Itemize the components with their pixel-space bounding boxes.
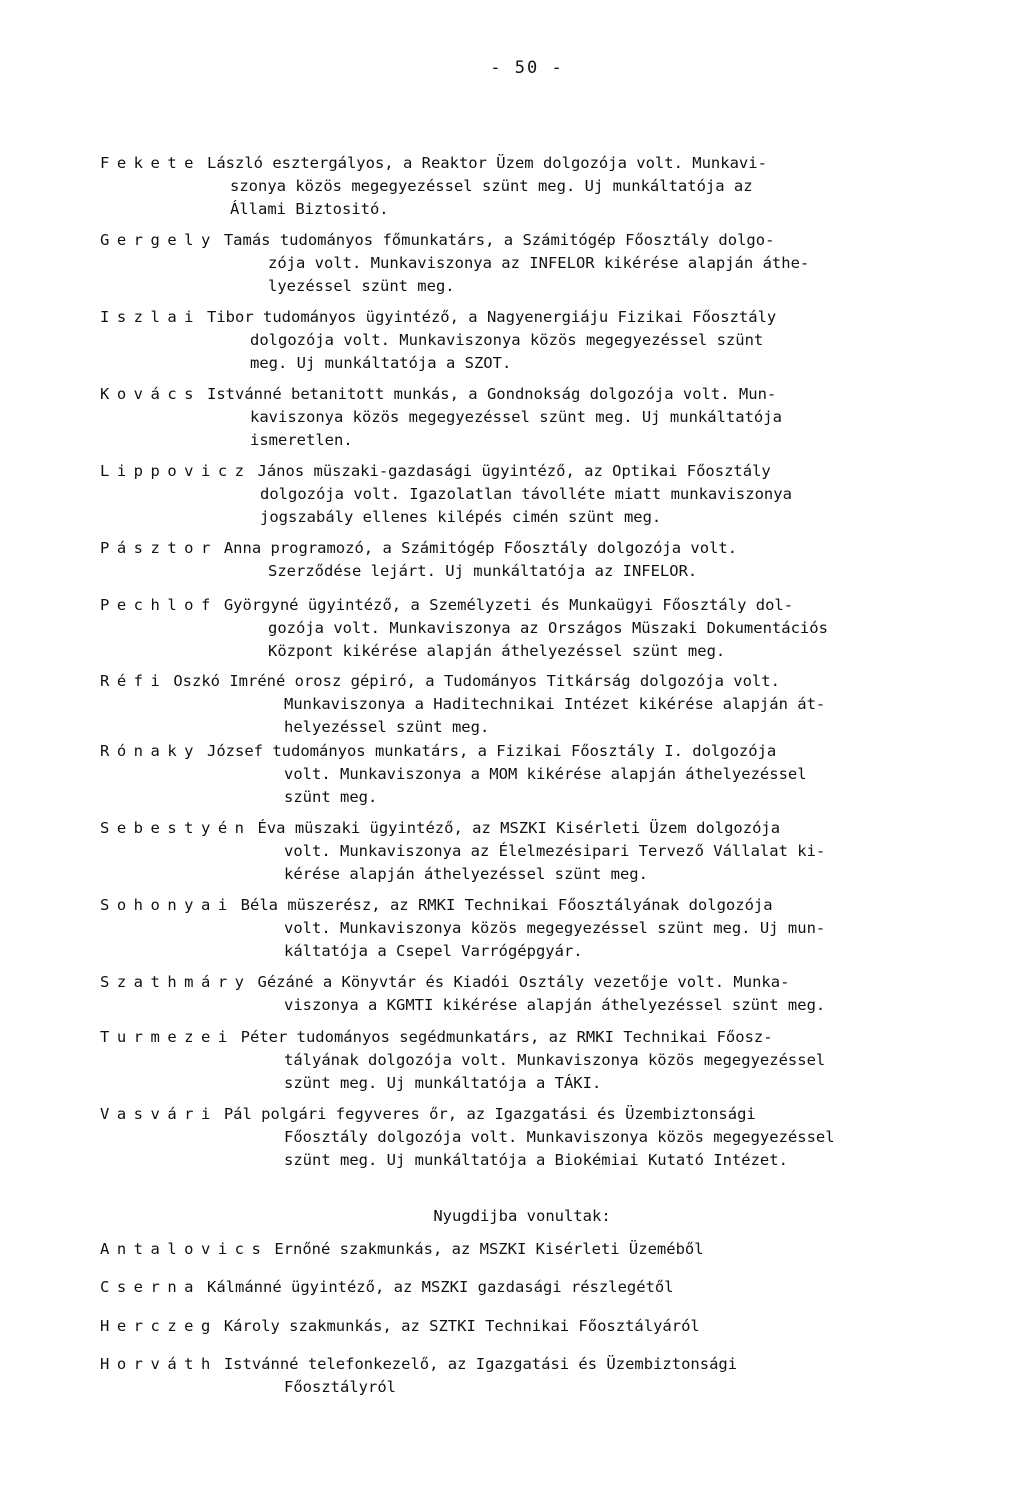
retired-entry-line	[100, 1238, 980, 1261]
staff-entry-line	[100, 971, 980, 994]
staff-entry-line	[100, 275, 980, 298]
staff-entry-line	[100, 740, 980, 763]
staff-entry-line	[100, 429, 980, 452]
retired-entry-text: Kálmánné ügyintéző, az MSZKI gazdasági részlegétől	[207, 1278, 674, 1296]
staff-entry-line	[100, 917, 980, 940]
staff-entry	[100, 594, 980, 663]
page-number: - 50 -	[490, 58, 564, 78]
staff-surname: Turmezei	[100, 1028, 235, 1046]
retired-entry	[100, 1238, 980, 1261]
staff-entry-text: Péter tudományos segédmunkatárs, az RMKI Technikai Főosz-	[240, 1028, 773, 1046]
staff-entry-line	[100, 175, 980, 198]
staff-entry-text: volt. Munkaviszonya az Élelmezésipari Tervező Vállalat ki-	[284, 842, 826, 860]
staff-entry-line	[100, 786, 980, 809]
retired-entry-line	[100, 1315, 980, 1338]
staff-entry-line	[100, 693, 980, 716]
staff-entry-text: János müszaki-gazdasági ügyintéző, az Optikai Főosztály	[257, 462, 771, 480]
retired-surname: Horváth	[100, 1355, 218, 1373]
staff-entry-text: Szerződése lejárt. Uj munkáltatója az INFELOR.	[268, 562, 698, 580]
staff-entry	[100, 306, 980, 375]
retired-heading-text: Nyugdijba vonultak:	[433, 1207, 611, 1225]
retired-surname: Herczeg	[100, 1317, 218, 1335]
retired-entry-line	[100, 1353, 980, 1376]
staff-entry-text: káltatója a Csepel Varrógépgyár.	[284, 942, 583, 960]
staff-entry	[100, 537, 980, 583]
staff-entry-text: lyezéssel szünt meg.	[268, 277, 455, 295]
staff-entry	[100, 1026, 980, 1095]
retired-surname: Antalovics	[100, 1240, 269, 1258]
staff-entry-text: helyezéssel szünt meg.	[284, 718, 490, 736]
staff-entry-text: zója volt. Munkaviszonya az INFELOR kikérése alapján áthe-	[268, 254, 810, 272]
staff-surname: Pechlof	[100, 596, 218, 614]
staff-entry-text: ismeretlen.	[250, 431, 353, 449]
staff-entry-line	[100, 406, 980, 429]
staff-entry-text: László esztergályos, a Reaktor Üzem dolgozója volt. Munkavi-	[207, 154, 767, 172]
staff-surname: Iszlai	[100, 308, 201, 326]
staff-entry-line	[100, 863, 980, 886]
retired-entry-text: Károly szakmunkás, az SZTKI Technikai Főosztályáról	[223, 1317, 700, 1335]
staff-entry-text: volt. Munkaviszonya a MOM kikérése alapján áthelyezéssel	[284, 765, 807, 783]
staff-entry-line	[100, 617, 980, 640]
staff-entry-line	[100, 506, 980, 529]
staff-entry-line	[100, 840, 980, 863]
staff-surname: Gergely	[100, 231, 218, 249]
retired-entry-text: Ernőné szakmunkás, az MSZKI Kisérleti Üzeméből	[274, 1240, 704, 1258]
staff-entry-line	[100, 152, 980, 175]
staff-entry-text: Főosztály dolgozója volt. Munkaviszonya közös megegyezéssel	[284, 1128, 835, 1146]
staff-surname: Lippovicz	[100, 462, 252, 480]
staff-entry-text: szonya közös megegyezéssel szünt meg. Uj munkáltatója az	[230, 177, 753, 195]
staff-entry-line	[100, 670, 980, 693]
staff-entry-text: Oszkó Imréné orosz gépiró, a Tudományos Titkárság dolgozója volt.	[173, 672, 780, 690]
staff-entry	[100, 894, 980, 963]
retired-entry-text: Főosztályról	[284, 1378, 396, 1396]
staff-entry-text: jogszabály ellenes kilépés cimén szünt meg.	[260, 508, 662, 526]
staff-entry-line	[100, 1072, 980, 1095]
staff-entry-line	[100, 940, 980, 963]
staff-entry-line	[100, 1126, 980, 1149]
staff-entry-line	[100, 252, 980, 275]
staff-surname: Vasvári	[100, 1105, 218, 1123]
staff-entry-text: Anna programozó, a Számitógép Főosztály dolgozója volt.	[223, 539, 738, 557]
staff-entry-text: Munkaviszonya a Haditechnikai Intézet kikérése alapján át-	[284, 695, 826, 713]
staff-surname: Szathmáry	[100, 973, 252, 991]
staff-entry-text: szünt meg.	[284, 788, 378, 806]
staff-entry-text: Pál polgári fegyveres őr, az Igazgatási és Üzembiztonsági	[223, 1105, 756, 1123]
staff-entry-line	[100, 1103, 980, 1126]
staff-entry-line	[100, 763, 980, 786]
staff-entry-text: kérése alapján áthelyezéssel szünt meg.	[284, 865, 648, 883]
staff-surname: Fekete	[100, 154, 201, 172]
staff-entry	[100, 670, 980, 739]
staff-entry-text: kaviszonya közös megegyezéssel szünt meg. Uj munkáltatója	[250, 408, 782, 426]
retired-surname: Cserna	[100, 1278, 201, 1296]
staff-entry-text: meg. Uj munkáltatója a SZOT.	[250, 354, 512, 372]
staff-entry-line	[100, 198, 980, 221]
staff-entry-text: dolgozója volt. Munkaviszonya közös megegyezéssel szünt	[250, 331, 764, 349]
staff-entry	[100, 817, 980, 886]
staff-entry-line	[100, 640, 980, 663]
staff-entry-text: Gézáné a Könyvtár és Kiadói Osztály vezetője volt. Munka-	[257, 973, 790, 991]
staff-entry-line	[100, 306, 980, 329]
staff-entry-line	[100, 1049, 980, 1072]
retired-entry-line	[100, 1376, 980, 1399]
staff-surname: Pásztor	[100, 539, 218, 557]
staff-entry-line	[100, 537, 980, 560]
staff-entry	[100, 740, 980, 809]
retired-heading	[0, 1205, 1024, 1228]
staff-entry-text: Tibor tudományos ügyintéző, a Nagyenergiáju Fizikai Főosztály	[207, 308, 777, 326]
staff-surname: Sebestyén	[100, 819, 252, 837]
staff-entry-text: Béla müszerész, az RMKI Technikai Főosztályának dolgozója	[240, 896, 773, 914]
staff-entry	[100, 971, 980, 1017]
staff-entry-text: volt. Munkaviszonya közös megegyezéssel szünt meg. Uj mun-	[284, 919, 826, 937]
staff-entry-text: tályának dolgozója volt. Munkaviszonya közös megegyezéssel	[284, 1051, 826, 1069]
staff-surname: Sohonyai	[100, 896, 235, 914]
staff-entry-text: Állami Biztositó.	[230, 200, 389, 218]
staff-entry-text: dolgozója volt. Igazolatlan távolléte miatt munkaviszonya	[260, 485, 792, 503]
staff-entry-line	[100, 329, 980, 352]
staff-entry-line	[100, 594, 980, 617]
staff-entry-line	[100, 817, 980, 840]
staff-entry-text: Tamás tudományos főmunkatárs, a Számitógép Főosztály dolgo-	[223, 231, 775, 249]
staff-entry	[100, 383, 980, 452]
staff-entry-text: Györgyné ügyintéző, a Személyzeti és Munkaügyi Főosztály dol-	[223, 596, 794, 614]
staff-entry-line	[100, 352, 980, 375]
staff-entry-text: szünt meg. Uj munkáltatója a Biokémiai Kutató Intézet.	[284, 1151, 788, 1169]
staff-surname: Réfi	[100, 672, 168, 690]
staff-entry-text: viszonya a KGMTI kikérése alapján áthelyezéssel szünt meg.	[284, 996, 826, 1014]
staff-entry-line	[100, 460, 980, 483]
staff-entry-text: gozója volt. Munkaviszonya az Országos Müszaki Dokumentációs	[268, 619, 828, 637]
staff-surname: Kovács	[100, 385, 201, 403]
staff-surname: Rónaky	[100, 742, 201, 760]
staff-entry	[100, 229, 980, 298]
retired-entry	[100, 1353, 980, 1399]
staff-entry-text: Éva müszaki ügyintéző, az MSZKI Kisérleti Üzem dolgozója	[257, 819, 781, 837]
staff-entry-text: József tudományos munkatárs, a Fizikai Főosztály I. dolgozója	[207, 742, 777, 760]
staff-entry-text: Istvánné betanitott munkás, a Gondnokság dolgozója volt. Mun-	[207, 385, 777, 403]
retired-entry	[100, 1276, 980, 1299]
staff-entry-line	[100, 994, 980, 1017]
staff-entry-line	[100, 229, 980, 252]
staff-entry-line	[100, 560, 980, 583]
retired-entry	[100, 1315, 980, 1338]
staff-entry	[100, 152, 980, 221]
retired-entry-text: Istvánné telefonkezelő, az Igazgatási és Üzembiztonsági	[223, 1355, 738, 1373]
staff-entry-text: szünt meg. Uj munkáltatója a TÁKI.	[284, 1074, 602, 1092]
staff-entry-line	[100, 894, 980, 917]
staff-entry-text: Központ kikérése alapján áthelyezéssel szünt meg.	[268, 642, 726, 660]
staff-entry-line	[100, 1026, 980, 1049]
staff-entry-line	[100, 483, 980, 506]
staff-entry	[100, 1103, 980, 1172]
staff-entry-line	[100, 716, 980, 739]
staff-entry	[100, 460, 980, 529]
staff-entry-line	[100, 1149, 980, 1172]
staff-entry-line	[100, 383, 980, 406]
retired-entry-line	[100, 1276, 980, 1299]
